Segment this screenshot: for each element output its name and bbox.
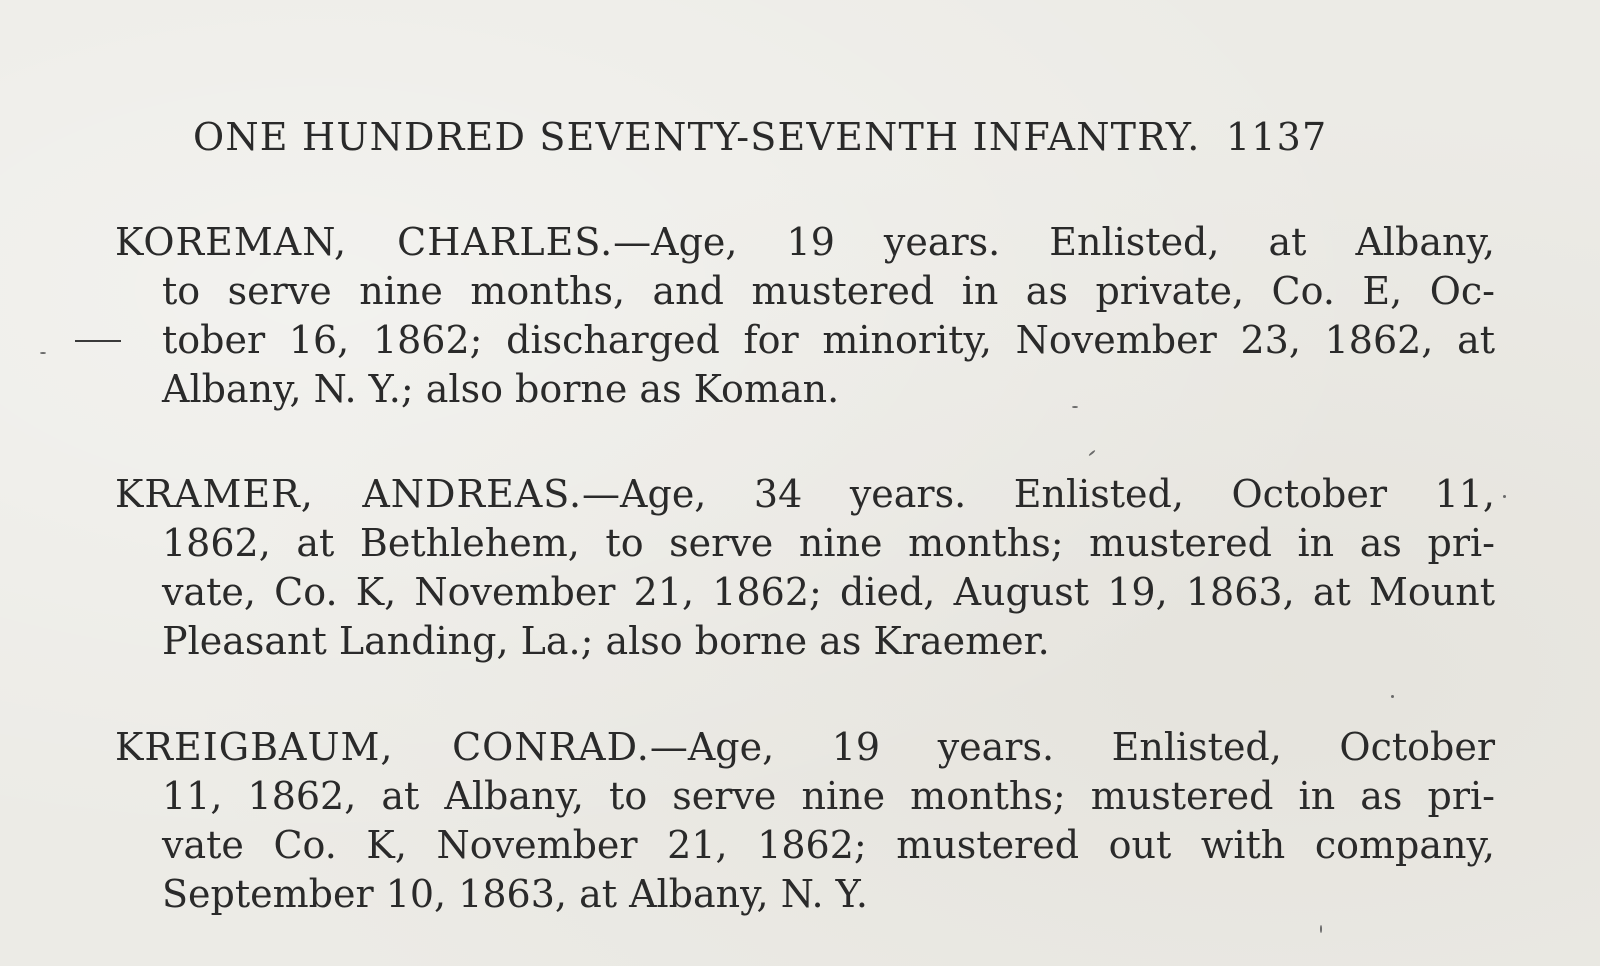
entry-name: KOREMAN, CHARLES. (115, 220, 614, 264)
page-number: 1137 (1225, 115, 1328, 159)
entry-text: Albany, N. Y.; also borne as Koman. (162, 367, 840, 411)
header-title: ONE HUNDRED SEVENTY-SEVENTH INFANTRY. (193, 115, 1201, 159)
entry-text: to serve nine months, and mustered in as private, Co. E, Oc- (162, 269, 1495, 313)
roster-entry-kreigbaum (115, 723, 1495, 919)
entry-text: Pleasant Landing, La.; also borne as Kraemer. (162, 619, 1050, 663)
entry-name: KRAMER, ANDREAS. (115, 472, 583, 516)
entry-text: 11, 1862, at Albany, to serve nine months; mustered in as pri- (162, 774, 1495, 818)
roster-entry-koreman (115, 218, 1495, 414)
ink-speck (1088, 450, 1095, 457)
entry-text: vate Co. K, November 21, 1862; mustered out with company, (162, 823, 1495, 867)
running-header (193, 113, 1493, 161)
entry-text: tober 16, 1862; discharged for minority, November 23, 1862, at (162, 318, 1495, 362)
ink-speck (40, 352, 46, 354)
roster-entry-kramer (115, 470, 1495, 666)
entry-text: September 10, 1863, at Albany, N. Y. (162, 872, 868, 916)
entry-name: KREIGBAUM, CONRAD. (115, 725, 650, 769)
entry-first-line (115, 470, 1495, 519)
entry-first-line (115, 218, 1495, 267)
entry-text: —Age, 19 years. Enlisted, at Albany, (613, 220, 1495, 264)
ink-speck (1391, 695, 1394, 698)
entry-text: 1862, at Bethlehem, to serve nine months; mustered in as pri- (162, 521, 1495, 565)
ink-speck (1503, 495, 1506, 498)
entry-text: vate, Co. K, November 21, 1862; died, August 19, 1863, at Mount (162, 570, 1495, 614)
ink-speck (1072, 406, 1078, 408)
entry-first-line (115, 723, 1495, 772)
ink-speck (1320, 925, 1322, 933)
entry-text: —Age, 19 years. Enlisted, October (649, 725, 1495, 769)
entry-text: —Age, 34 years. Enlisted, October 11, (582, 472, 1495, 516)
